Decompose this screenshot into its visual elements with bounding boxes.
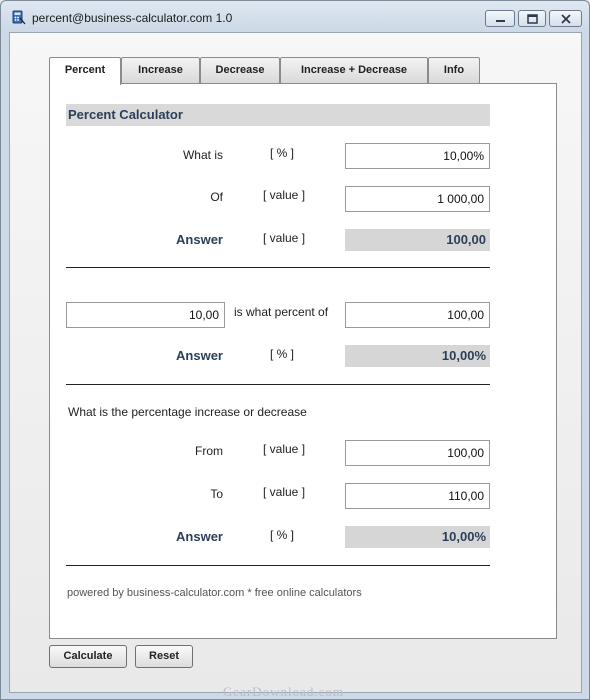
maximize-button[interactable] xyxy=(518,10,546,27)
to-label: To xyxy=(210,487,223,501)
reset-button[interactable]: Reset xyxy=(135,645,193,668)
powered-by-link[interactable]: powered by business-calculator.com * free online calculators xyxy=(67,587,362,599)
from-unit: [ value ] xyxy=(263,442,306,456)
total-value-input[interactable]: 100,00 xyxy=(345,302,490,328)
answer-unit: [ % ] xyxy=(270,528,295,542)
divider xyxy=(66,267,490,268)
calculate-button[interactable]: Calculate xyxy=(49,645,127,668)
tab-percent[interactable]: Percent xyxy=(49,57,121,85)
what-is-label: What is xyxy=(182,148,223,162)
base-value-input[interactable]: 10,00 xyxy=(66,302,225,328)
maximize-icon xyxy=(519,11,547,28)
close-button[interactable] xyxy=(549,10,582,27)
minimize-icon xyxy=(486,11,516,28)
answer-label: Answer xyxy=(176,348,223,363)
to-unit: [ value ] xyxy=(263,485,306,499)
percent-calculator-panel xyxy=(49,83,557,639)
section-header: Percent Calculator xyxy=(66,104,490,126)
from-input[interactable]: 100,00 xyxy=(345,440,490,466)
answer-label: Answer xyxy=(176,529,223,544)
increase-decrease-question: What is the percentage increase or decrease xyxy=(68,405,307,419)
divider xyxy=(66,565,490,566)
answer-value: 10,00% xyxy=(345,526,490,548)
tab-increase[interactable]: Increase xyxy=(121,57,200,83)
answer-unit: [ % ] xyxy=(270,347,295,361)
title-bar[interactable] xyxy=(1,1,589,33)
tab-info[interactable]: Info xyxy=(428,57,480,83)
divider xyxy=(66,384,490,385)
close-icon xyxy=(550,11,583,28)
answer-label: Answer xyxy=(176,232,223,247)
what-is-input[interactable]: 10,00% xyxy=(345,143,490,169)
calculator-app-icon xyxy=(10,9,26,25)
to-input[interactable]: 110,00 xyxy=(345,483,490,509)
of-label: Of xyxy=(210,190,223,204)
answer-value: 100,00 xyxy=(345,229,490,251)
watermark: GearDownload.com xyxy=(223,684,345,699)
what-is-unit: [ % ] xyxy=(270,146,295,160)
tab-increase-decrease[interactable]: Increase + Decrease xyxy=(280,57,428,83)
client-area xyxy=(9,32,582,693)
window-title: percent@business-calculator.com 1.0 xyxy=(32,11,233,25)
tab-decrease[interactable]: Decrease xyxy=(200,57,280,83)
answer-unit: [ value ] xyxy=(263,231,306,245)
of-unit: [ value ] xyxy=(263,188,306,202)
is-what-percent-of-label: is what percent of xyxy=(234,305,329,319)
from-label: From xyxy=(195,444,223,458)
of-input[interactable]: 1 000,00 xyxy=(345,186,490,212)
minimize-button[interactable] xyxy=(485,10,515,27)
answer-value: 10,00% xyxy=(345,345,490,367)
